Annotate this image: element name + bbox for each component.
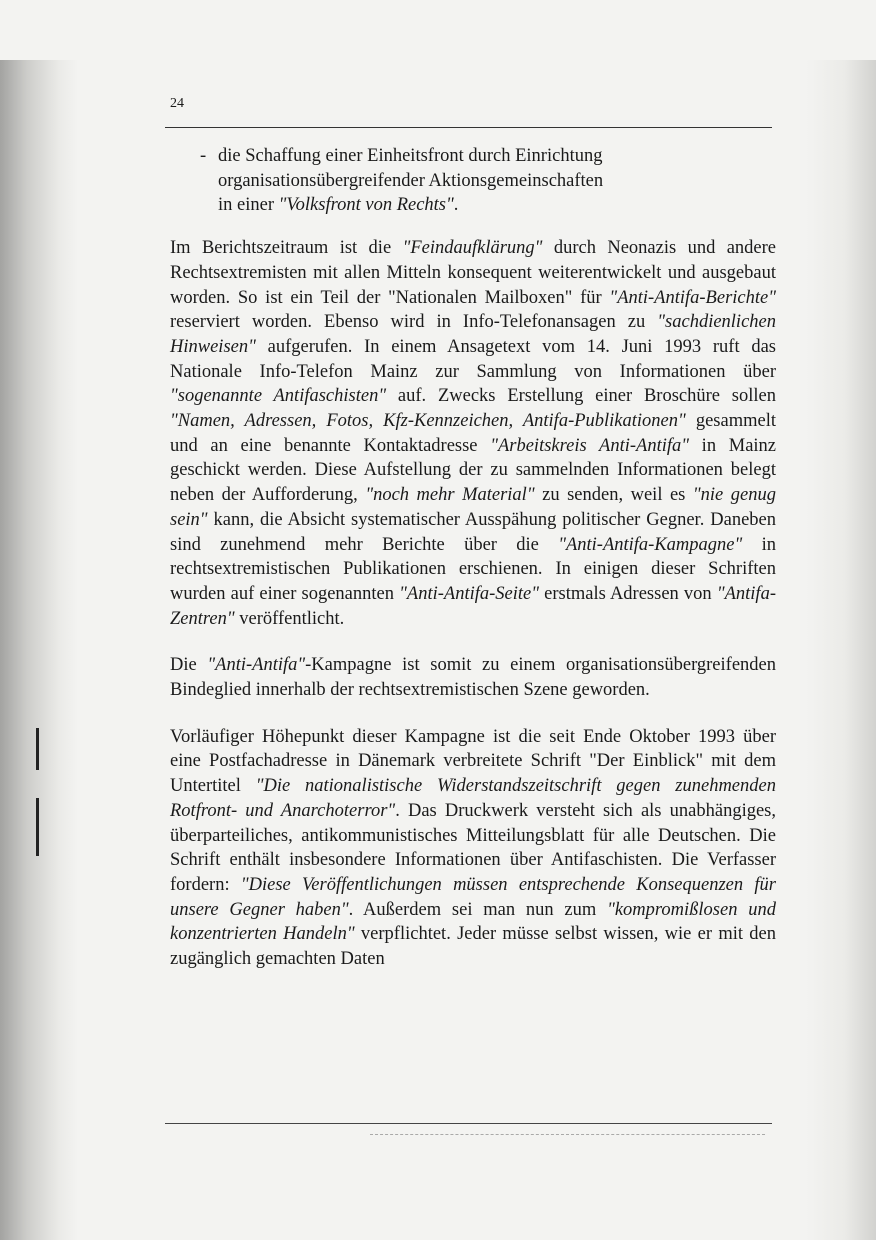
bullet-text: die Schaffung einer Einheitsfront durch Einrichtung organisationsübergreifender Aktionsgemeinschaften in einer "Volksfront von Rechts". xyxy=(218,146,604,216)
scan-margin-mark xyxy=(36,798,39,856)
bullet-item xyxy=(170,144,776,218)
scan-shadow-left xyxy=(0,60,78,1240)
scan-noise-line xyxy=(370,1134,765,1135)
scan-margin-mark xyxy=(36,728,39,770)
header-rule xyxy=(165,127,772,128)
page-number: 24 xyxy=(170,96,184,111)
bullet-dash: - xyxy=(200,146,207,166)
document-body xyxy=(170,144,776,994)
paragraph-einblick: Vorläufiger Höhepunkt dieser Kampagne ist die seit Ende Oktober 1993 über eine Postfachadresse in Dänemark verbreitete Schrift "Der Einblick" mit dem Untertitel "Die nationalistische Widerstandszeitschrift gegen zunehmenden Rotfront- und Anarchoterror". Das Druckwerk versteht sich als unabhängiges, überparteiliches, antikommunistisches Mitteilungsblatt für alle Deutschen. Die Schrift enthält insbesondere Informationen über Antifaschisten. Die Verfasser fordern: "Diese Veröffentlichungen müssen entsprechende Konsequenzen für unsere Gegner haben". Außerdem sei man nun zum "kompromißlosen und konzentrierten Handeln" verpflichtet. Jeder müsse selbst wissen, wie er mit den zugänglich gemachten Daten xyxy=(170,726,777,970)
footer-rule xyxy=(165,1123,772,1124)
paragraph-bindeglied: Die "Anti-Antifa"-Kampagne ist somit zu einem organisationsübergreifenden Bindeglied innerhalb der rechtsextremistischen Szene geworden. xyxy=(170,655,776,701)
scan-shadow-right xyxy=(806,60,876,1240)
paragraph-feindaufklaerung: Im Berichtszeitraum ist die "Feindaufklärung" durch Neonazis und andere Rechtsextremisten mit allen Mitteln konsequent weiterentwickelt und ausgebaut worden. So ist ein Teil der "Nationalen Mailboxen" für "Anti-Antifa-Berichte" reserviert worden. Ebenso wird in Info-Telefonansagen zu "sachdienlichen Hinweisen" aufgerufen. In einem Ansagetext vom 14. Juni 1993 ruft das Nationale Info-Telefon Mainz zur Sammlung von Informationen über "sogenannte Antifaschisten" auf. Zwecks Erstellung einer Broschüre sollen "Namen, Adressen, Fotos, Kfz-Kennzeichen, Antifa-Publikationen" gesammelt und an eine benannte Kontaktadresse "Arbeitskreis Anti-Antifa" in Mainz geschickt werden. Diese Aufstellung der zu sammelnden Informationen belegt neben der Aufforderung, "noch mehr Material" zu senden, weil es "nie genug sein" kann, die Absicht systematischer Ausspähung politischer Gegner. Daneben sind zunehmend mehr Berichte über die "Anti-Antifa-Kampagne" in rechtsextremistischen Publikationen erschienen. In einigen dieser Schriften wurden auf einer sogenannten "Anti-Antifa-Seite" erstmals Adressen von "Antifa-Zentren" veröffentlicht. xyxy=(170,238,777,629)
